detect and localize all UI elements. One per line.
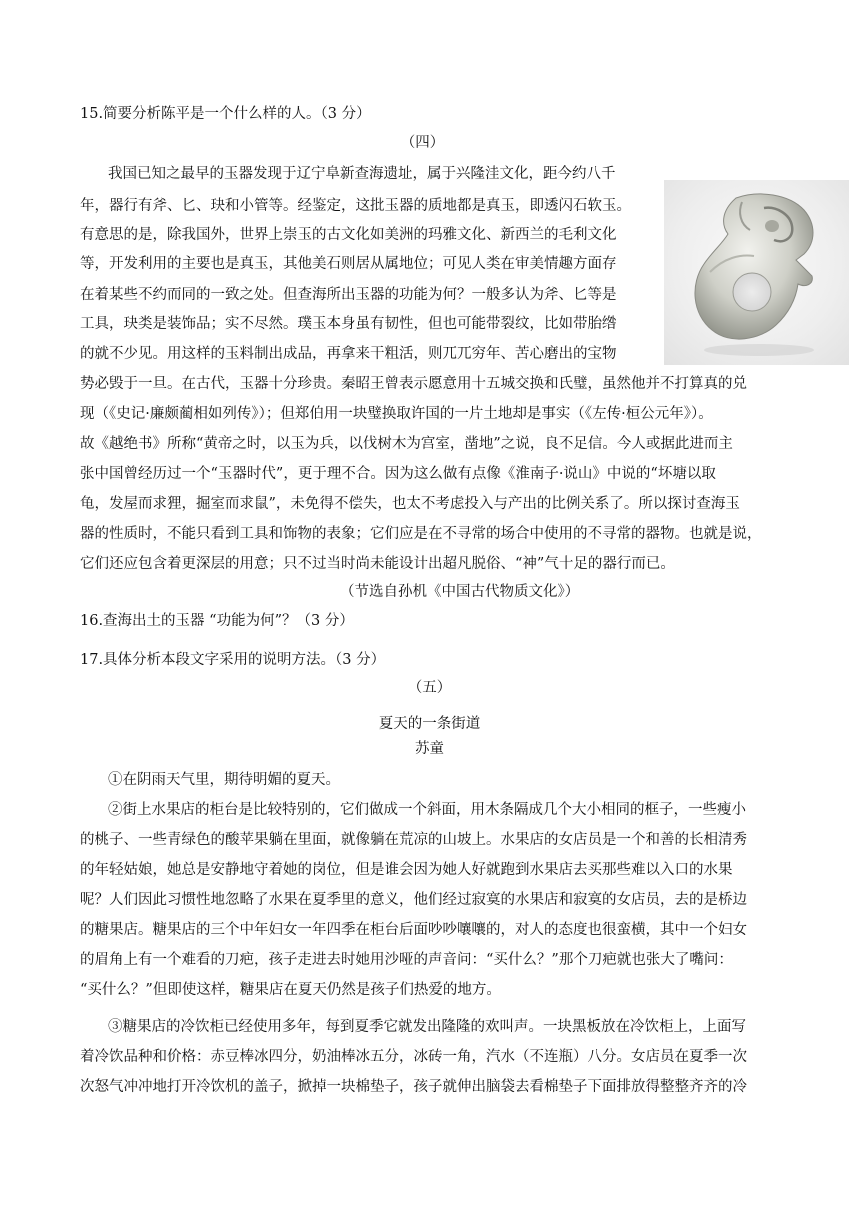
text-line: 现（《史记·廉颇蔺相如列传》）；但郑伯用一块璧换取许国的一片土地却是事实（《左传·桓公元年》）。 xyxy=(80,406,713,422)
text-line: ③糖果店的冷饮柜已经使用多年，每到夏季它就发出隆隆的欢叫声。一块黑板放在冷饮柜上，上面写 xyxy=(108,1019,746,1035)
text-line: ②街上水果店的柜台是比较特别的，它们做成一个斜面，用木条隔成几个大小相同的框子，一些瘦小 xyxy=(108,802,746,818)
text-line: 呢？人们因此习惯性地忽略了水果在夏季里的意义，他们经过寂寞的水果店和寂寞的女店员，去的是桥边 xyxy=(80,892,747,908)
text-line: 的就不少见。用这样的玉料制出成品，再拿来干粗活，则兀兀穷年、苦心磨出的宝物 xyxy=(80,346,617,362)
text-line: 等，开发利用的主要也是真玉，其他美石则居从属地位；可见人类在审美情趣方面存 xyxy=(80,256,617,272)
text-line: 在着某些不约而同的一致之处。但查海所出玉器的功能为何？一般多认为斧、匕等是 xyxy=(80,287,617,303)
text-line: 器的性质时，不能只看到工具和饰物的表象；它们应是在不寻常的场合中使用的不寻常的器物。也就是说， xyxy=(80,526,762,542)
text-line: 的眉角上有一个难看的刀疤，孩子走进去时她用沙哑的声音问：“买什么？”那个刀疤就也张大了嘴问： xyxy=(80,952,733,968)
text-line: 的年轻姑娘，她总是安静地守着她的岗位，但是谁会因为她人好就跑到水果店去买那些难以入口的水果 xyxy=(80,862,733,878)
essay-title: 夏天的一条街道 xyxy=(378,716,481,732)
text-line: 有意思的是，除我国外，世界上崇玉的古文化如美洲的玛雅文化、新西兰的毛利文化 xyxy=(80,227,617,243)
text-line: 势必毁于一旦。在古代，玉器十分珍贵。秦昭王曾表示愿意用十五城交换和氏璧，虽然他并不打算真的兑 xyxy=(80,376,747,392)
question-16: 16.查海出土的玉器 “功能为何”？（3 分） xyxy=(80,613,354,629)
text-line: 工具，玦类是装饰品；实不尽然。璞玉本身虽有韧性，但也可能带裂纹，比如带胎绺 xyxy=(80,316,617,332)
text-line: 次怒气冲冲地打开冷饮机的盖子，掀掉一块棉垫子，孩子就伸出脑袋去看棉垫子下面排放得整整齐齐的冷 xyxy=(80,1079,747,1095)
text-line: “买什么？”但即使这样，糖果店在夏天仍然是孩子们热爱的地方。 xyxy=(80,982,501,998)
source-citation: （节选自孙机《中国古代物质文化》） xyxy=(340,584,580,600)
section-five-heading: （五） xyxy=(407,680,452,696)
question-17: 17.具体分析本段文字采用的说明方法。（3 分） xyxy=(80,652,386,668)
text-line: 张中国曾经历过一个“玉器时代”，更于理不合。因为这么做有点像《淮南子·说山》中说的“坏塘以取 xyxy=(80,466,716,482)
paragraph-1: ①在阴雨天气里，期待明媚的夏天。 xyxy=(108,772,340,788)
text-line: 的糖果店。糖果店的三个中年妇女一年四季在柜台后面吵吵嚷嚷的，对人的态度也很蛮横，其中一个妇女 xyxy=(80,922,747,938)
text-line: 它们还应包含着更深层的用意；只不过当时尚未能设计出超凡脱俗、“神”气十足的器行而已。 xyxy=(80,556,675,572)
text-line: 年，器行有斧、匕、玦和小管等。经鉴定，这批玉器的质地都是真玉，即透闪石软玉。 xyxy=(80,198,631,214)
text-line: 故《越绝书》所称“黄帝之时，以玉为兵，以伐树木为宫室，凿地”之说，良不足信。今人或据此进而主 xyxy=(80,436,733,452)
jade-artifact-image xyxy=(664,180,849,365)
question-15: 15.简要分析陈平是一个什么样的人。（3 分） xyxy=(80,106,371,122)
text-line: 龟，发屋而求狸，掘室而求鼠”，未免得不偿失，也太不考虑投入与产出的比例关系了。所以探讨查海玉 xyxy=(80,496,740,512)
essay-author: 苏童 xyxy=(415,741,444,757)
text-line: 着冷饮品种和价格：赤豆棒冰四分，奶油棒冰五分，冰砖一角，汽水（不连瓶）八分。女店员在夏季一次 xyxy=(80,1049,747,1065)
jade-pig-dragon-illustration xyxy=(664,180,849,365)
text-line: 的桃子、一些青绿色的酸苹果躺在里面，就像躺在荒凉的山坡上。水果店的女店员是一个和善的长相清秀 xyxy=(80,832,747,848)
section-four-heading: （四） xyxy=(400,135,445,151)
text-line: 我国已知之最早的玉器发现于辽宁阜新查海遗址，属于兴隆洼文化，距今约八千 xyxy=(108,166,616,182)
